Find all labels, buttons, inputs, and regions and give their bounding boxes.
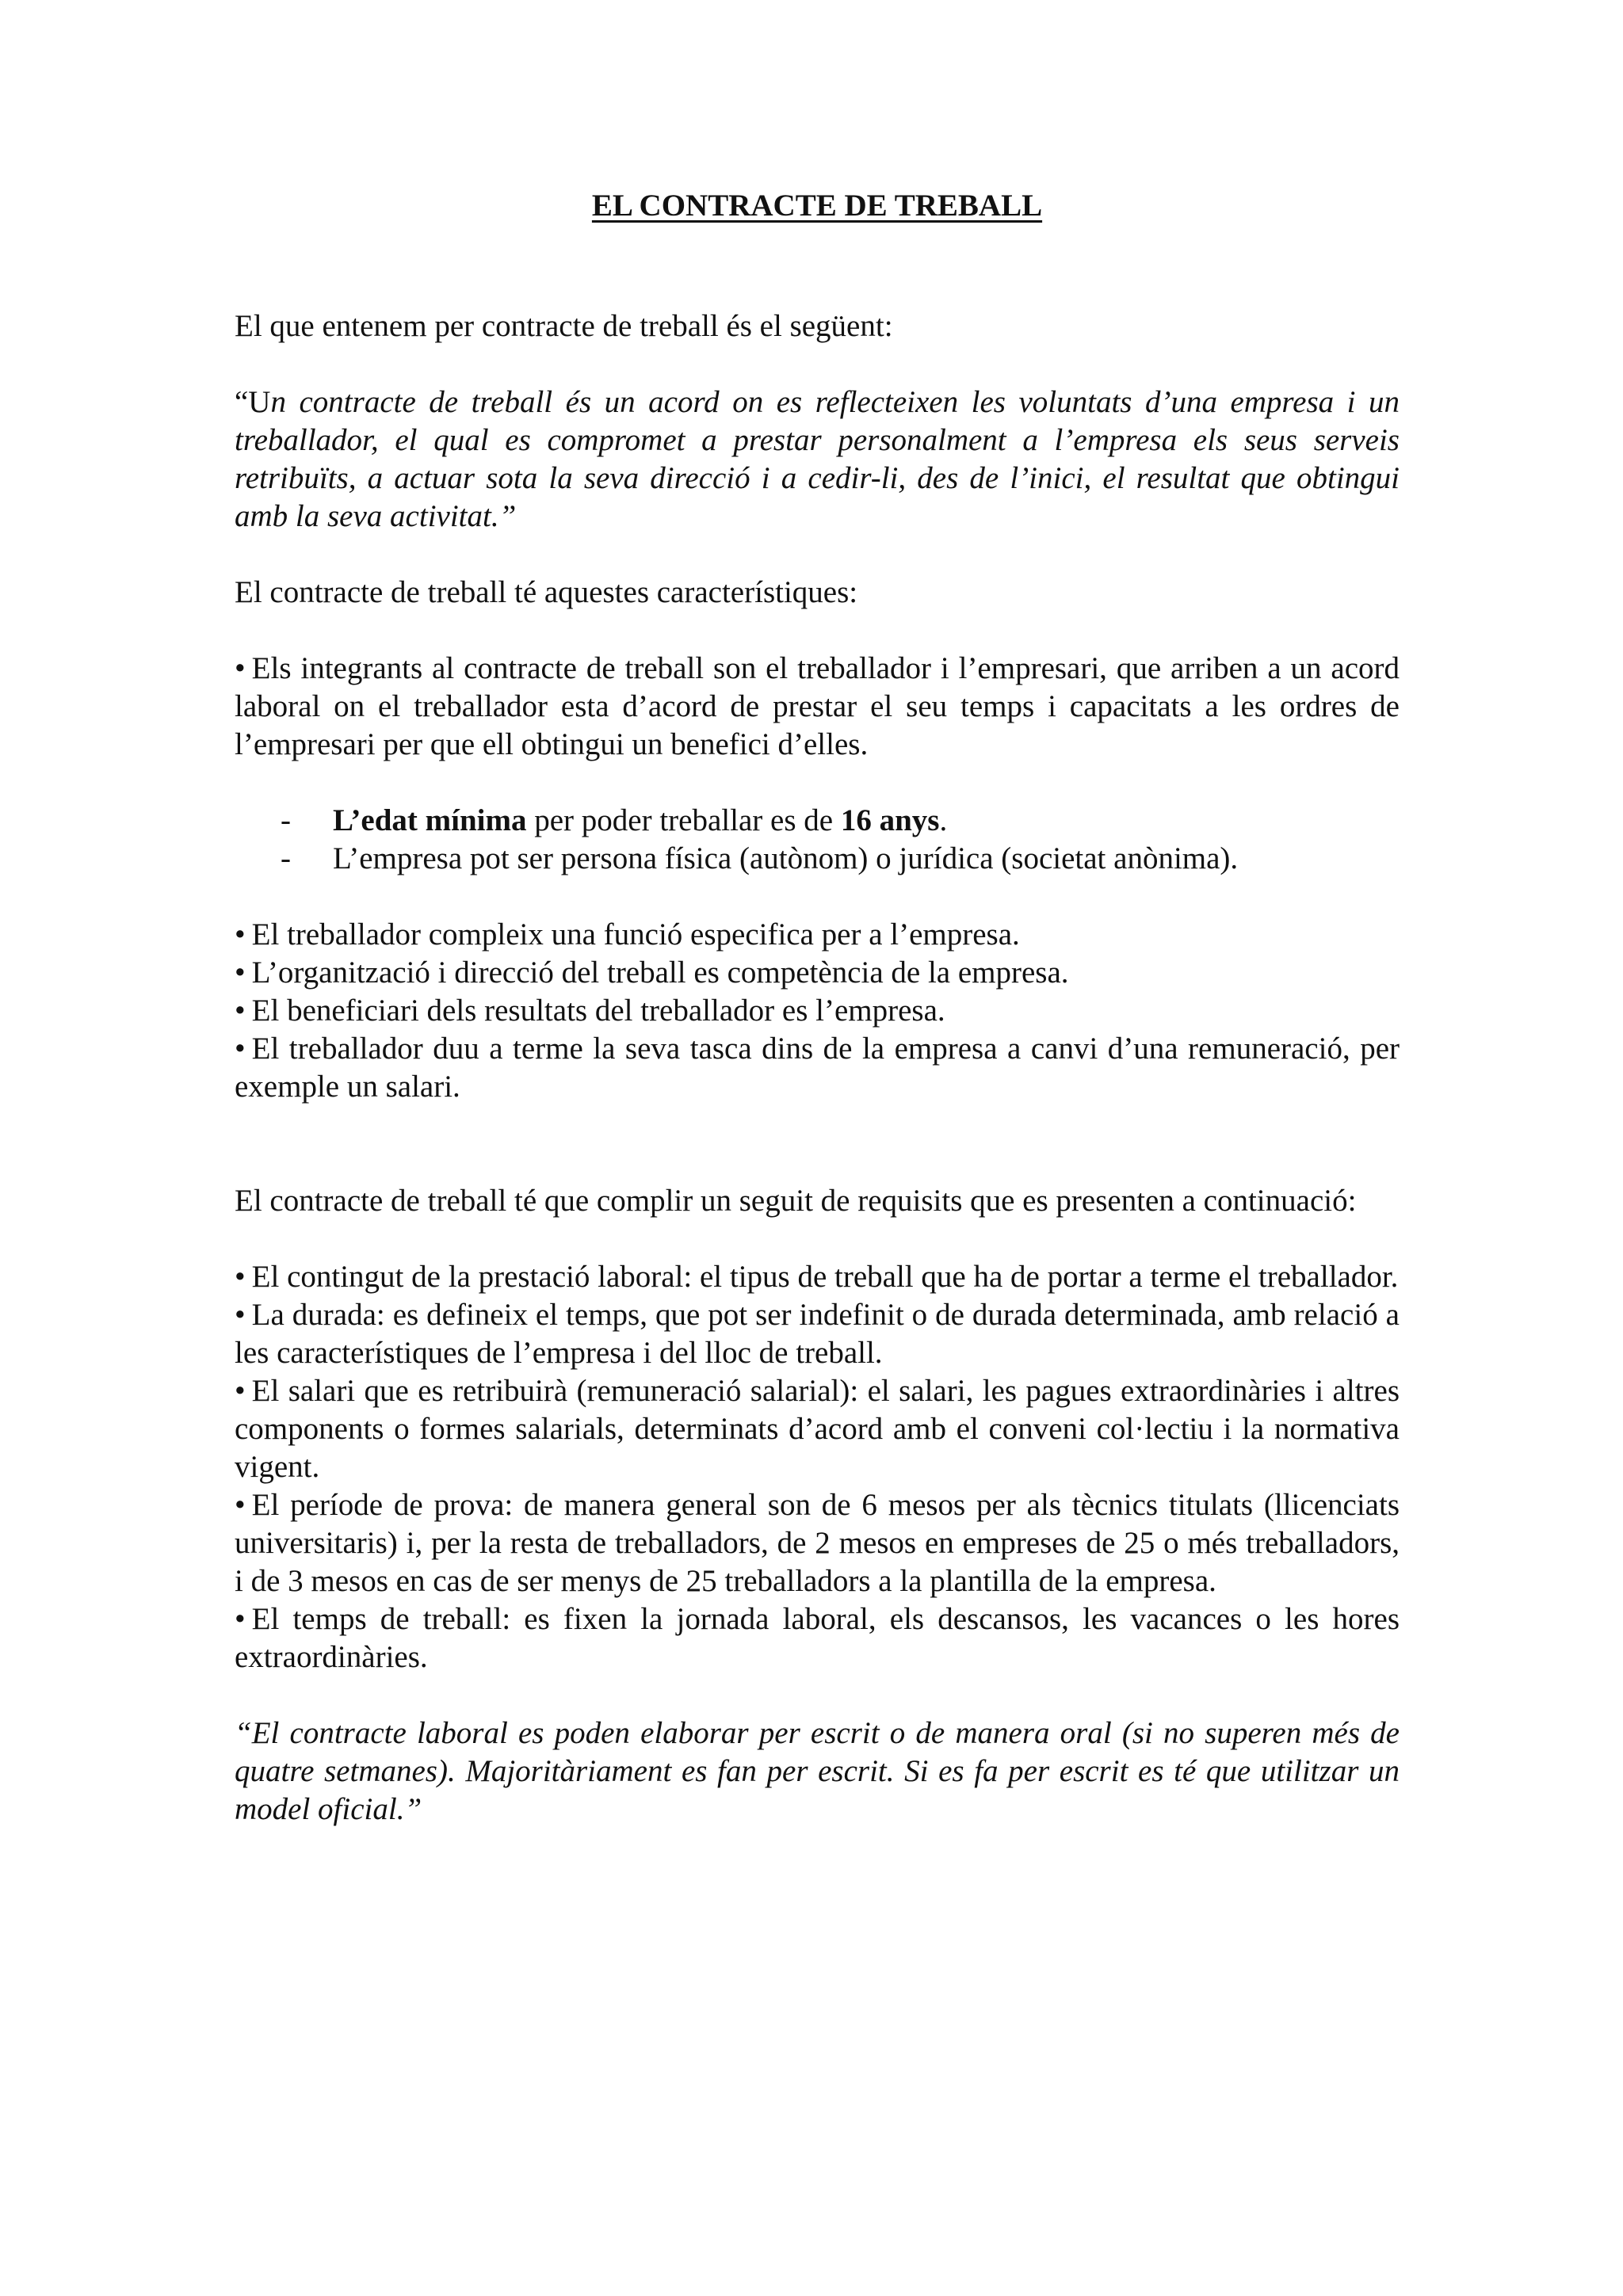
characteristics-heading: El contracte de treball té aquestes característiques: [235,575,858,609]
requirement-item [235,1486,1400,1600]
characteristic-item [235,992,1400,1030]
bullet-icon: • [235,651,246,685]
requirement-item [235,1372,1400,1486]
closing-quote: “El contracte laboral es poden elaborar per escrit o de manera oral (si no superen més de quatre setmanes). Majoritàriament es fan per escrit. Si es fa per escrit es té que utilitzar un model oficial.” [235,1716,1400,1826]
bullet-icon: • [235,1298,246,1332]
bullet-icon: • [235,1032,246,1066]
characteristic-text: El treballador duu a terme la seva tasca dins de la empresa a canvi d’una remuneració, per exemple un salari. [235,1032,1400,1104]
definition-quote [235,383,1400,536]
requirement-text: El temps de treball: es fixen la jornada laboral, els descansos, les vacances o les hores extraordinàries. [235,1602,1400,1674]
bullet-icon: • [235,1602,246,1636]
characteristic-text: L’organització i direcció del treball es competència de la empresa. [251,955,1069,990]
characteristics-list [235,916,1400,1106]
requirement-text: La durada: es defineix el temps, que pot ser indefinit o de durada determinada, amb relació a les característiques de l’empresa i del lloc de treball. [235,1298,1400,1370]
requirement-item [235,1296,1400,1372]
bullet-icon: • [235,1374,246,1408]
quote-body: n contracte de treball és un acord on es reflecteixen les voluntats d’una empresa i un treballador, el qual es compromet a prestar personalment a l’empresa els seus serveis retribuïts, a actuar sota la seva direcció i a cedir-li, des de l’inici, el resultat que obtingui amb la seva activitat.” [235,385,1400,533]
requirement-text: El salari que es retribuirà (remuneració salarial): el salari, les pagues extraordinàries i altres components o formes salarials, determinats d’acord amb el conveni col·lectiu i la normativa vigent. [235,1374,1400,1484]
characteristic-item [235,916,1400,954]
bullet-icon: • [235,994,246,1028]
requirement-text: El contingut de la prestació laboral: el tipus de treball que ha de portar a terme el treballador. [251,1260,1399,1294]
requirements-heading: El contracte de treball té que complir un seguit de requisits que es presenten a continuació: [235,1184,1357,1218]
quote-open: “U [235,385,271,419]
bullet-icon: • [235,955,246,990]
bullet-icon: • [235,1260,246,1294]
age-company-list [235,802,1400,878]
dash-marker: - [281,841,291,875]
requirement-text: El període de prova: de manera general son de 6 mesos per als tècnics titulats (llicenciats universitaris) i, per la resta de treballadors, de 2 mesos en empreses de 25 o més treballadors, i de 3 mesos en cas de ser menys de 25 treballadors a la plantilla de la empresa. [235,1488,1400,1598]
dash-item-company [235,840,1400,878]
intro-paragraph: El que entenem per contracte de treball és el següent: [235,309,893,343]
dash-marker: - [281,803,291,837]
characteristic-text: El beneficiari dels resultats del treballador es l’empresa. [251,994,945,1028]
dash-text-end: . [939,803,948,837]
characteristic-item [235,1030,1400,1106]
characteristic-text: El treballador compleix una funció especifica per a l’empresa. [251,917,1020,952]
dash-text: per poder treballar es de [526,803,841,837]
characteristic-text: Els integrants al contracte de treball son el treballador i l’empresari, que arriben a un acord laboral on el treballador esta d’acord de prestar el seu temps i capacitats a les ordres de l’empresari per que ell obtingui un benefici d’elles. [235,651,1400,761]
characteristic-item [235,650,1400,764]
bullet-icon: • [235,1488,246,1522]
requirement-item [235,1600,1400,1676]
dash-item-age [235,802,1400,840]
dash-text: L’empresa pot ser persona física (autònom) o jurídica (societat anònima). [333,841,1239,875]
bullet-icon: • [235,917,246,952]
requirements-list [235,1258,1400,1676]
characteristic-item [235,954,1400,992]
requirement-item [235,1258,1400,1296]
minimum-age-value: 16 anys [840,803,940,837]
document-title: EL CONTRACTE DE TREBALL [591,189,1043,223]
minimum-age-label: L’edat mínima [333,803,527,837]
document-body [235,187,1400,1829]
